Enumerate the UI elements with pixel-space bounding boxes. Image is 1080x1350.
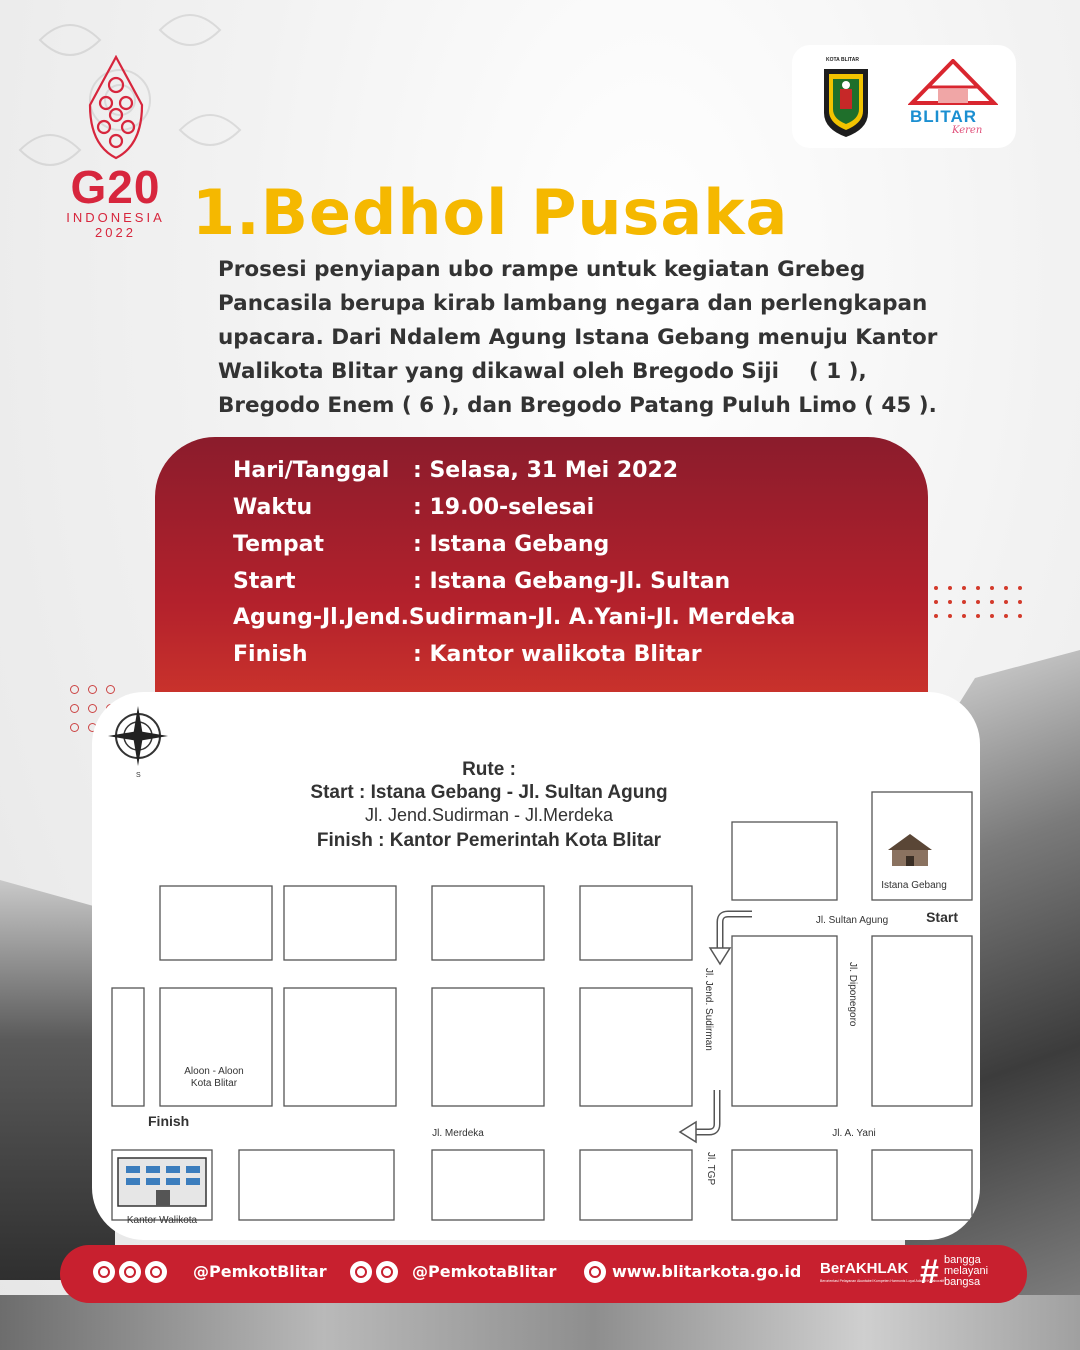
map-start-line-2: Jl. Jend.Sudirman - Jl.Merdeka	[364, 805, 614, 825]
map-finish-line: Finish : Kantor Pemerintah Kota Blitar	[316, 830, 662, 851]
bangga-melayani-bangsa	[944, 1255, 988, 1288]
info-row-start-cont	[233, 605, 795, 630]
description-line: Bregodo Enem ( 6 ), dan Bregodo Patang Puluh Limo ( 45 ).	[218, 393, 937, 418]
time-label: Waktu	[233, 495, 313, 520]
map-label-istana-gebang: Istana Gebang	[881, 880, 947, 891]
map-block	[872, 1150, 972, 1220]
footer-bar	[60, 1245, 1027, 1303]
twitter-icon[interactable]	[376, 1261, 398, 1283]
map-block	[732, 936, 837, 1106]
berakhlak-subtitle: Berorientasi Pelayanan Akuntabel Kompeten Harmonis Loyal Adaptif Kolaboratif	[820, 1279, 945, 1283]
finish-label: Finish	[233, 642, 308, 667]
map-block	[284, 886, 396, 960]
keren-tagline: Keren	[952, 125, 983, 136]
g20-year: 2022	[95, 225, 136, 240]
map-label-aloon-1: Aloon - Aloon	[184, 1066, 244, 1077]
social-icons-1	[93, 1261, 171, 1283]
map-block	[872, 936, 972, 1106]
globe-icon	[584, 1261, 606, 1283]
route-map-drawing	[92, 692, 980, 1240]
web-icon-wrap	[584, 1261, 610, 1283]
bangga-line: bangga	[944, 1254, 981, 1266]
map-street-sultan-agung: Jl. Sultan Agung	[815, 915, 889, 926]
map-block	[239, 1150, 394, 1220]
finish-value: : Kantor walikota Blitar	[413, 642, 702, 667]
place-value: : Istana Gebang	[413, 532, 610, 557]
map-block	[580, 988, 692, 1106]
g20-logo	[58, 55, 173, 240]
map-street-tgp: Jl. TGP	[705, 1152, 716, 1186]
map-block	[580, 886, 692, 960]
start-value: : Istana Gebang-Jl. Sultan	[413, 569, 731, 594]
compass-s-label: S	[136, 772, 141, 779]
g20-country: INDONESIA	[66, 210, 165, 225]
bangga-line: bangsa	[944, 1276, 981, 1288]
time-value: : 19.00-selesai	[413, 495, 595, 520]
map-label-finish: Finish	[148, 1113, 190, 1129]
description	[218, 253, 978, 423]
map-street-diponegoro: Jl. Diponegoro	[847, 962, 858, 1027]
map-rute-heading: Rute :	[462, 759, 516, 780]
info-row-date	[233, 458, 678, 483]
map-block	[112, 988, 144, 1106]
description-line: Walikota Blitar yang dikawal oleh Bregodo Siji ( 1 ),	[218, 359, 867, 384]
g20-mark: G20	[70, 161, 161, 213]
map-block	[432, 988, 544, 1106]
map-block	[732, 1150, 837, 1220]
description-line: upacara. Dari Ndalem Agung Istana Gebang menuju Kantor	[218, 325, 938, 350]
map-street-sudirman: Jl. Jend. Sudirman	[703, 968, 714, 1051]
start-value-continued: Agung-Jl.Jend.Sudirman-Jl. A.Yani-Jl. Merdeka	[233, 605, 796, 630]
dots-decoration-right	[934, 586, 1023, 618]
map-label-kantor: Kantor Walikota	[126, 1215, 198, 1226]
handle-pemkotablitar[interactable]: @PemkotaBlitar	[412, 1262, 557, 1281]
route-map	[92, 692, 980, 1240]
compass-icon	[108, 706, 168, 766]
youtube-icon[interactable]	[119, 1261, 141, 1283]
map-street-merdeka: Jl. Merdeka	[432, 1128, 484, 1139]
info-row-time	[233, 495, 594, 520]
facebook-icon[interactable]	[350, 1261, 372, 1283]
map-block	[432, 1150, 544, 1220]
date-label: Hari/Tanggal	[233, 458, 390, 483]
arrow-head-down	[710, 948, 730, 964]
map-block	[580, 1150, 692, 1220]
website-link[interactable]: www.blitarkota.go.id	[612, 1262, 802, 1281]
blitar-wordmark: BLITAR	[910, 107, 978, 126]
date-value: : Selasa, 31 Mei 2022	[413, 458, 679, 483]
map-label-start: Start	[926, 909, 958, 925]
blitar-keren-roof-icon	[908, 59, 998, 109]
berakhlak-logo: BerAKHLAK	[820, 1260, 909, 1277]
dancer-photo-bottom	[0, 1295, 1080, 1350]
kota-blitar-caption: KOTA BLITAR	[826, 57, 859, 63]
map-block	[732, 822, 837, 900]
place-label: Tempat	[233, 532, 325, 557]
logo-box	[792, 45, 1016, 148]
map-block	[284, 988, 396, 1106]
kota-blitar-crest-icon	[820, 63, 872, 139]
kantor-walikota-building-icon	[118, 1158, 206, 1206]
info-row-place	[233, 532, 609, 557]
tiktok-icon[interactable]	[145, 1261, 167, 1283]
start-label: Start	[233, 569, 296, 594]
description-line: Prosesi penyiapan ubo rampe untuk kegiatan Grebeg	[218, 257, 866, 282]
map-label-aloon-2: Kota Blitar	[190, 1078, 238, 1089]
instagram-icon[interactable]	[93, 1261, 115, 1283]
social-icons-2	[350, 1261, 402, 1283]
arrow-head-left	[680, 1122, 696, 1142]
bangga-line: melayani	[944, 1265, 989, 1277]
g20-kayon-icon	[86, 55, 146, 160]
map-block	[432, 886, 544, 960]
map-block	[160, 886, 272, 960]
info-row-finish	[233, 642, 702, 667]
handle-pemkotblitar[interactable]: @PemkotBlitar	[193, 1262, 327, 1281]
info-row-start	[233, 569, 730, 594]
hashtag-symbol: #	[920, 1253, 939, 1291]
map-street-ayani: Jl. A. Yani	[832, 1128, 876, 1139]
map-start-line: Start : Istana Gebang - Jl. Sultan Agung	[310, 782, 668, 803]
description-line: Pancasila berupa kirab lambang negara dan perlengkapan	[218, 291, 928, 316]
page-title: 1.Bedhol Pusaka	[192, 176, 789, 249]
